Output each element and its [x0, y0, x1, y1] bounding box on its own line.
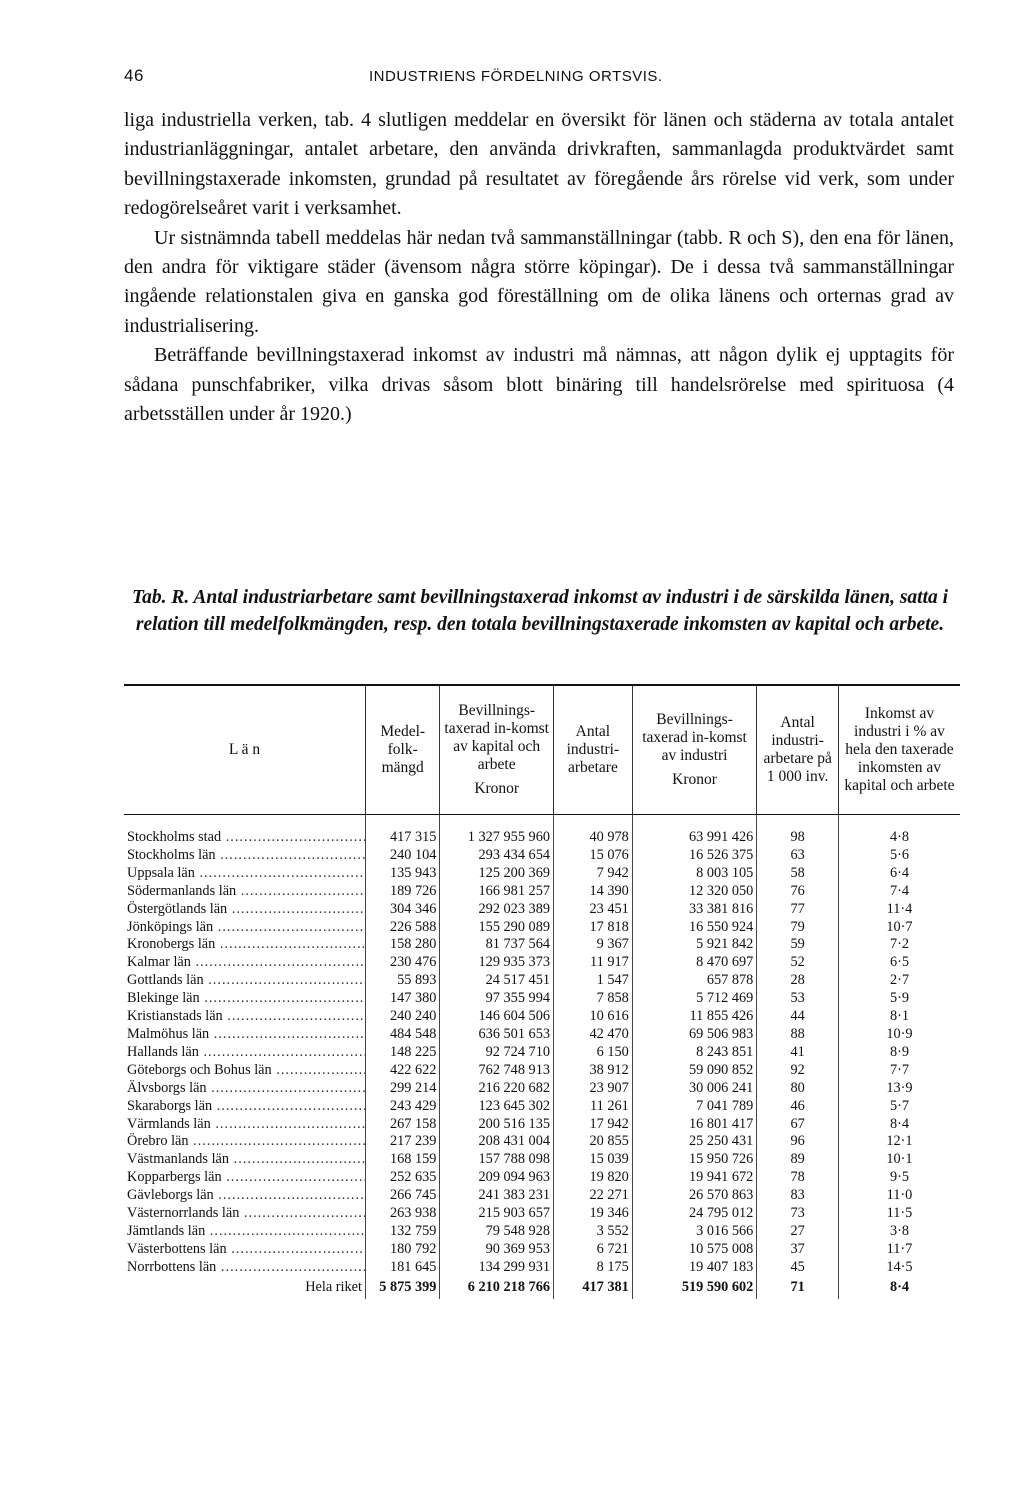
worker-count: 417 381	[554, 1277, 633, 1299]
worker-count: 19 820	[554, 1169, 633, 1187]
income-percent: 7·2	[838, 936, 960, 954]
income-capital-labour: 636 501 653	[440, 1026, 554, 1044]
income-percent: 11·0	[838, 1187, 960, 1205]
income-percent: 2·7	[838, 972, 960, 990]
table-row	[124, 1205, 960, 1223]
body-text	[124, 106, 954, 429]
worker-count: 6 721	[554, 1241, 633, 1259]
population: 422 622	[366, 1062, 440, 1080]
county-label: Gottlands län .....	[127, 972, 366, 990]
income-industry: 25 250 431	[632, 1133, 757, 1151]
population: 217 239	[366, 1133, 440, 1151]
county-label: Västernorrlands län .....	[127, 1205, 366, 1223]
county-label: Uppsala län .....	[127, 865, 366, 883]
worker-count: 17 818	[554, 919, 633, 937]
population: 304 346	[366, 901, 440, 919]
workers-per-1000: 92	[757, 1062, 839, 1080]
county-label: Västerbottens län .....	[127, 1241, 366, 1259]
income-capital-labour: 81 737 564	[440, 936, 554, 954]
income-capital-labour: 762 748 913	[440, 1062, 554, 1080]
workers-per-1000: 78	[757, 1169, 839, 1187]
county-name	[124, 972, 366, 990]
county-name	[124, 1133, 366, 1151]
income-industry: 33 381 816	[632, 901, 757, 919]
table-r	[124, 684, 960, 1299]
worker-count: 11 261	[554, 1098, 633, 1116]
income-industry: 657 878	[632, 972, 757, 990]
workers-per-1000: 88	[757, 1026, 839, 1044]
table-row	[124, 901, 960, 919]
col-per-1000: Antal industri-arbetare på 1 000 inv.	[757, 685, 839, 815]
population: 132 759	[366, 1223, 440, 1241]
table-row	[124, 883, 960, 901]
county-name	[124, 1241, 366, 1259]
county-label: Blekinge län .....	[127, 990, 366, 1008]
table-row	[124, 990, 960, 1008]
population: 168 159	[366, 1151, 440, 1169]
table-body	[124, 815, 960, 1299]
income-capital-labour: 97 355 994	[440, 990, 554, 1008]
income-capital-labour: 155 290 089	[440, 919, 554, 937]
table-row	[124, 1062, 960, 1080]
county-label: Malmöhus län .....	[127, 1026, 366, 1044]
table-row	[124, 1116, 960, 1134]
income-capital-labour: 146 604 506	[440, 1008, 554, 1026]
county-name	[124, 919, 366, 937]
workers-per-1000: 73	[757, 1205, 839, 1223]
worker-count: 22 271	[554, 1187, 633, 1205]
population: 243 429	[366, 1098, 440, 1116]
workers-per-1000: 98	[757, 829, 839, 847]
population: 240 240	[366, 1008, 440, 1026]
population: 55 893	[366, 972, 440, 990]
workers-per-1000: 44	[757, 1008, 839, 1026]
county-label: Kopparbergs län .....	[127, 1169, 366, 1187]
population: 181 645	[366, 1259, 440, 1277]
table-row	[124, 1133, 960, 1151]
income-percent: 4·8	[838, 829, 960, 847]
table-row	[124, 1169, 960, 1187]
income-industry: 30 006 241	[632, 1080, 757, 1098]
population: 252 635	[366, 1169, 440, 1187]
income-percent: 7·4	[838, 883, 960, 901]
county-name	[124, 1169, 366, 1187]
population: 135 943	[366, 865, 440, 883]
county-label: Södermanlands län .....	[127, 883, 366, 901]
income-percent: 5·6	[838, 847, 960, 865]
county-label: Kronobergs län .....	[127, 936, 366, 954]
col-industri-inkomst	[632, 685, 757, 815]
workers-per-1000: 52	[757, 954, 839, 972]
county-label: Stockholms län .....	[127, 847, 366, 865]
income-capital-labour: 129 935 373	[440, 954, 554, 972]
table-row	[124, 1241, 960, 1259]
income-percent: 12·1	[838, 1133, 960, 1151]
workers-per-1000: 59	[757, 936, 839, 954]
income-industry: 3 016 566	[632, 1223, 757, 1241]
income-capital-labour: 293 434 654	[440, 847, 554, 865]
income-percent: 14·5	[838, 1259, 960, 1277]
worker-count: 10 616	[554, 1008, 633, 1026]
income-capital-labour: 200 516 135	[440, 1116, 554, 1134]
population: 299 214	[366, 1080, 440, 1098]
county-label: Östergötlands län .....	[127, 901, 366, 919]
paragraph-2: Ur sistnämnda tabell meddelas här nedan två sammanställningar (tabb. R och S), den ena för länen, den andra för viktigare städer (ävensom några större köpingar). De i dessa två sammanställningar ingående relationstalen giva en ganska god föreställning om de olika länens och orternas grad av industrialisering.	[124, 226, 954, 337]
income-capital-labour: 241 383 231	[440, 1187, 554, 1205]
worker-count: 1 547	[554, 972, 633, 990]
worker-count: 3 552	[554, 1223, 633, 1241]
page-number: 46	[124, 66, 144, 85]
table-row	[124, 919, 960, 937]
county-table	[124, 684, 960, 1299]
workers-per-1000: 27	[757, 1223, 839, 1241]
table-row	[124, 1259, 960, 1277]
population: 158 280	[366, 936, 440, 954]
workers-per-1000: 37	[757, 1241, 839, 1259]
income-capital-labour: 166 981 257	[440, 883, 554, 901]
population: 189 726	[366, 883, 440, 901]
income-industry: 19 407 183	[632, 1259, 757, 1277]
county-name	[124, 1044, 366, 1062]
worker-count: 6 150	[554, 1044, 633, 1062]
income-percent: 10·9	[838, 1026, 960, 1044]
col-antal-arbetare: Antal industri-arbetare	[554, 685, 633, 815]
county-label: Kalmar län .....	[127, 954, 366, 972]
income-industry: 10 575 008	[632, 1241, 757, 1259]
county-name	[124, 954, 366, 972]
col-procent: Inkomst av industri i % av hela den taxerade inkomsten av kapital och arbete	[838, 685, 960, 815]
county-name	[124, 901, 366, 919]
county-label: Skaraborgs län .....	[127, 1098, 366, 1116]
income-percent: 13·9	[838, 1080, 960, 1098]
income-industry: 5 712 469	[632, 990, 757, 1008]
county-label: Örebro län .....	[127, 1133, 366, 1151]
county-label: Stockholms stad .....	[127, 829, 366, 847]
income-percent: 8·4	[838, 1277, 960, 1299]
table-row	[124, 1223, 960, 1241]
col-kapital-unit: Kronor	[474, 780, 520, 797]
table-row	[124, 829, 960, 847]
county-label: Gävleborgs län .....	[127, 1187, 366, 1205]
income-industry: 8 003 105	[632, 865, 757, 883]
county-name	[124, 883, 366, 901]
income-industry: 519 590 602	[632, 1277, 757, 1299]
county-label: Hallands län .....	[127, 1044, 366, 1062]
workers-per-1000: 67	[757, 1116, 839, 1134]
table-row	[124, 1187, 960, 1205]
income-industry: 24 795 012	[632, 1205, 757, 1223]
col-kapital-arbete-label: Bevillnings-taxerad in-komst av kapital och arbete	[444, 702, 549, 773]
worker-count: 7 942	[554, 865, 633, 883]
worker-count: 7 858	[554, 990, 633, 1008]
population: 263 938	[366, 1205, 440, 1223]
income-percent: 11·5	[838, 1205, 960, 1223]
income-industry: 8 243 851	[632, 1044, 757, 1062]
col-kapital-arbete	[440, 685, 554, 815]
income-percent: 11·7	[838, 1241, 960, 1259]
workers-per-1000: 53	[757, 990, 839, 1008]
income-industry: 11 855 426	[632, 1008, 757, 1026]
workers-per-1000: 77	[757, 901, 839, 919]
income-industry: 15 950 726	[632, 1151, 757, 1169]
population: 148 225	[366, 1044, 440, 1062]
county-name	[124, 847, 366, 865]
population: 266 745	[366, 1187, 440, 1205]
table-row	[124, 1080, 960, 1098]
income-industry: 16 801 417	[632, 1116, 757, 1134]
col-lan: L ä n	[124, 685, 366, 815]
county-name	[124, 1008, 366, 1026]
county-name	[124, 1151, 366, 1169]
county-name	[124, 1223, 366, 1241]
table-total-row	[124, 1277, 960, 1299]
county-name	[124, 865, 366, 883]
table-row	[124, 847, 960, 865]
county-name	[124, 1116, 366, 1134]
county-label: Kristianstads län .....	[127, 1008, 366, 1026]
income-capital-labour: 209 094 963	[440, 1169, 554, 1187]
worker-count: 8 175	[554, 1259, 633, 1277]
income-industry: 63 991 426	[632, 829, 757, 847]
income-capital-labour: 123 645 302	[440, 1098, 554, 1116]
county-name	[124, 1187, 366, 1205]
income-percent: 6·4	[838, 865, 960, 883]
county-name	[124, 829, 366, 847]
col-industri-unit: Kronor	[672, 771, 717, 788]
table-row	[124, 936, 960, 954]
worker-count: 15 076	[554, 847, 633, 865]
income-capital-labour: 79 548 928	[440, 1223, 554, 1241]
table-row	[124, 954, 960, 972]
income-industry: 19 941 672	[632, 1169, 757, 1187]
worker-count: 23 907	[554, 1080, 633, 1098]
income-percent: 8·1	[838, 1008, 960, 1026]
population: 240 104	[366, 847, 440, 865]
county-label: Jönköpings län .....	[127, 919, 366, 937]
table-caption: Tab. R. Antal industriarbetare samt bevillningstaxerad inkomst av industri i de särskilda länen, satta i relation till medelfolkmängden, resp. den totala bevillningstaxerade inkomsten av kapital och arbete.	[131, 587, 949, 635]
income-percent: 5·9	[838, 990, 960, 1008]
county-name	[124, 1026, 366, 1044]
population: 267 158	[366, 1116, 440, 1134]
worker-count: 17 942	[554, 1116, 633, 1134]
population: 230 476	[366, 954, 440, 972]
county-label: Västmanlands län .....	[127, 1151, 366, 1169]
worker-count: 23 451	[554, 901, 633, 919]
workers-per-1000: 80	[757, 1080, 839, 1098]
income-capital-labour: 92 724 710	[440, 1044, 554, 1062]
income-percent: 9·5	[838, 1169, 960, 1187]
income-percent: 10·7	[838, 919, 960, 937]
income-industry: 69 506 983	[632, 1026, 757, 1044]
income-capital-labour: 125 200 369	[440, 865, 554, 883]
income-percent: 11·4	[838, 901, 960, 919]
worker-count: 42 470	[554, 1026, 633, 1044]
workers-per-1000: 96	[757, 1133, 839, 1151]
income-percent: 10·1	[838, 1151, 960, 1169]
income-industry: 59 090 852	[632, 1062, 757, 1080]
income-capital-labour: 6 210 218 766	[440, 1277, 554, 1299]
county-label: Göteborgs och Bohus län .....	[127, 1062, 366, 1080]
population: 484 548	[366, 1026, 440, 1044]
workers-per-1000: 71	[757, 1277, 839, 1299]
workers-per-1000: 76	[757, 883, 839, 901]
income-percent: 8·4	[838, 1116, 960, 1134]
table-row	[124, 1044, 960, 1062]
workers-per-1000: 58	[757, 865, 839, 883]
worker-count: 19 346	[554, 1205, 633, 1223]
population: 5 875 399	[366, 1277, 440, 1299]
table-row	[124, 1098, 960, 1116]
income-capital-labour: 292 023 389	[440, 901, 554, 919]
income-industry: 16 526 375	[632, 847, 757, 865]
county-name	[124, 1098, 366, 1116]
worker-count: 9 367	[554, 936, 633, 954]
worker-count: 14 390	[554, 883, 633, 901]
workers-per-1000: 63	[757, 847, 839, 865]
paragraph-1: liga industriella verken, tab. 4 slutligen meddelar en översikt för länen och städerna av totala antalet industrianläggningar, antalet arbetare, den använda drivkraften, sammanlagda produktvärdet samt bevillningstaxerade inkomsten, grundad på resultatet av föregående års rörelse vid verk, som under redogörelseåret varit i verksamhet.	[124, 109, 954, 220]
income-capital-labour: 134 299 931	[440, 1259, 554, 1277]
population: 180 792	[366, 1241, 440, 1259]
county-label: Älvsborgs län .....	[127, 1080, 366, 1098]
income-industry: 7 041 789	[632, 1098, 757, 1116]
income-industry: 8 470 697	[632, 954, 757, 972]
county-label: Jämtlands län .....	[127, 1223, 366, 1241]
income-percent: 5·7	[838, 1098, 960, 1116]
income-capital-labour: 208 431 004	[440, 1133, 554, 1151]
col-industri-inkomst-label: Bevillnings-taxerad in-komst av industri	[642, 711, 747, 764]
county-label: Värmlands län .....	[127, 1116, 366, 1134]
workers-per-1000: 79	[757, 919, 839, 937]
income-percent: 3·8	[838, 1223, 960, 1241]
county-name	[124, 1080, 366, 1098]
worker-count: 15 039	[554, 1151, 633, 1169]
income-capital-labour: 157 788 098	[440, 1151, 554, 1169]
income-capital-labour: 216 220 682	[440, 1080, 554, 1098]
worker-count: 20 855	[554, 1133, 633, 1151]
income-industry: 26 570 863	[632, 1187, 757, 1205]
county-name	[124, 1062, 366, 1080]
income-capital-labour: 90 369 953	[440, 1241, 554, 1259]
county-name	[124, 990, 366, 1008]
worker-count: 38 912	[554, 1062, 633, 1080]
income-percent: 8·9	[838, 1044, 960, 1062]
table-row	[124, 1026, 960, 1044]
table-row	[124, 1151, 960, 1169]
population: 226 588	[366, 919, 440, 937]
county-label: Norrbottens län .....	[127, 1259, 366, 1277]
worker-count: 11 917	[554, 954, 633, 972]
county-name	[124, 1259, 366, 1277]
paragraph-3: Beträffande bevillningstaxerad inkomst av industri må nämnas, att någon dylik ej upptagits för sådana punschfabriker, vilka drivas såsom blott binäring till handelsrörelse med spirituosa (4 arbetsställen under år 1920.)	[124, 344, 954, 426]
county-name	[124, 936, 366, 954]
income-industry: 5 921 842	[632, 936, 757, 954]
workers-per-1000: 89	[757, 1151, 839, 1169]
running-title: INDUSTRIENS FÖRDELNING ORTSVIS.	[369, 68, 663, 85]
workers-per-1000: 46	[757, 1098, 839, 1116]
income-percent: 6·5	[838, 954, 960, 972]
workers-per-1000: 45	[757, 1259, 839, 1277]
workers-per-1000: 28	[757, 972, 839, 990]
workers-per-1000: 83	[757, 1187, 839, 1205]
worker-count: 40 978	[554, 829, 633, 847]
table-row	[124, 972, 960, 990]
county-name: Hela riket	[305, 1278, 362, 1295]
county-name	[124, 1205, 366, 1223]
income-industry: 16 550 924	[632, 919, 757, 937]
income-industry: 12 320 050	[632, 883, 757, 901]
workers-per-1000: 41	[757, 1044, 839, 1062]
income-capital-labour: 1 327 955 960	[440, 829, 554, 847]
table-row	[124, 1008, 960, 1026]
income-capital-labour: 24 517 451	[440, 972, 554, 990]
population: 417 315	[366, 829, 440, 847]
income-percent: 7·7	[838, 1062, 960, 1080]
table-row	[124, 865, 960, 883]
col-medelfolkmangd: Medel-folk-mängd	[366, 685, 440, 815]
population: 147 380	[366, 990, 440, 1008]
income-capital-labour: 215 903 657	[440, 1205, 554, 1223]
